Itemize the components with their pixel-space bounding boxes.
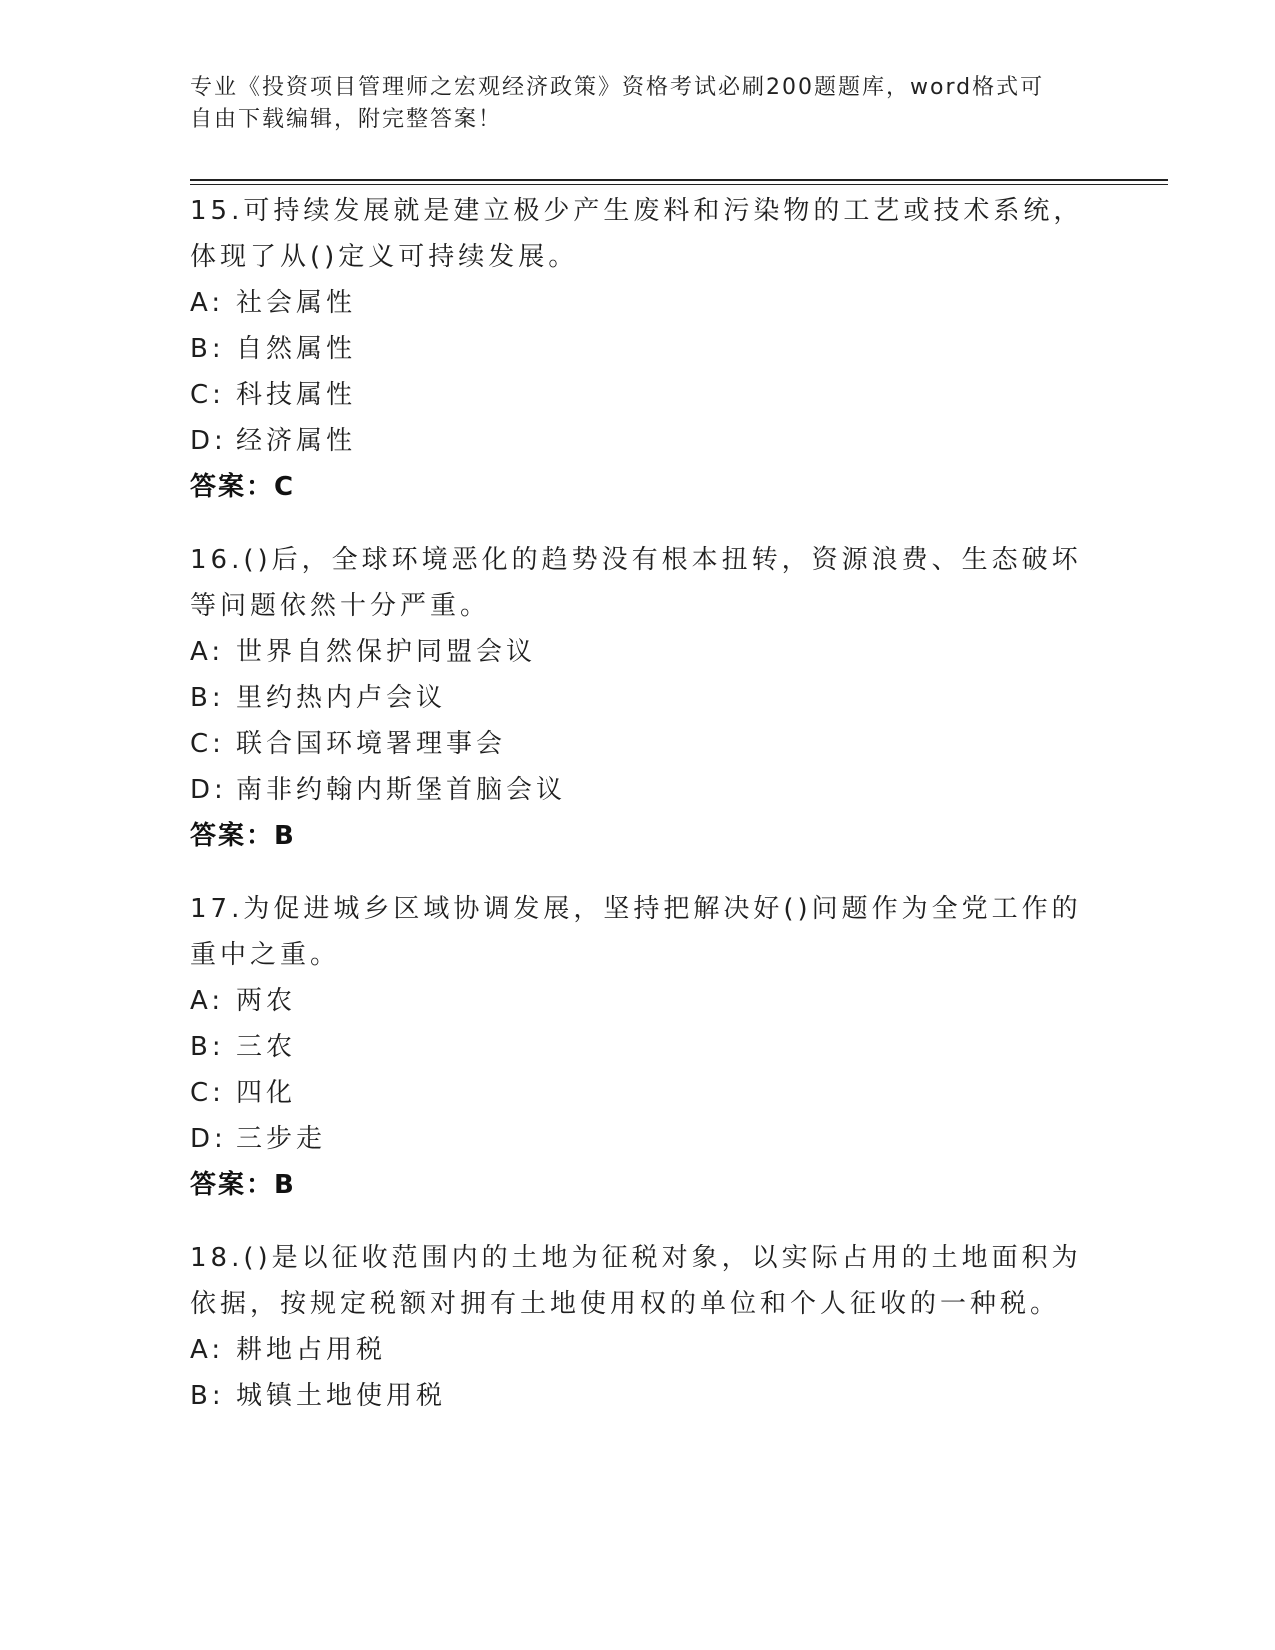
option-letter: D: <box>190 426 227 456</box>
option-label: 世界自然保护同盟会议 <box>236 637 537 667</box>
header-rule-thin <box>190 184 1168 185</box>
option-label: 联合国环境署理事会 <box>236 729 507 759</box>
option-a <box>190 978 1090 1024</box>
option-d <box>190 418 1090 464</box>
option-d <box>190 1116 1090 1162</box>
header-rule-thick <box>190 179 1168 181</box>
option-label: 三农 <box>236 1032 297 1062</box>
option-c <box>190 721 1090 767</box>
option-letter: A: <box>190 1335 225 1365</box>
option-letter: D: <box>190 775 227 805</box>
option-letter: C: <box>190 729 225 759</box>
option-letter: C: <box>190 380 225 410</box>
option-letter: B: <box>190 1381 225 1411</box>
option-letter: A: <box>190 288 225 318</box>
option-a <box>190 629 1090 675</box>
option-label: 南非约翰内斯堡首脑会议 <box>236 775 567 805</box>
question-list <box>190 188 1090 1446</box>
option-label: 城镇土地使用税 <box>236 1381 447 1411</box>
question-text: 18.()是以征收范围内的土地为征税对象，以实际占用的土地面积为依据，按规定税额对拥有土地使用权的单位和个人征收的一种税。 <box>190 1243 1082 1319</box>
question-text: 15.可持续发展就是建立极少产生废料和污染物的工艺或技术系统，体现了从()定义可持续发展。 <box>190 196 1084 272</box>
option-b <box>190 1373 1090 1419</box>
question-text: 17.为促进城乡区域协调发展，坚持把解决好()问题作为全党工作的重中之重。 <box>190 894 1082 970</box>
option-label: 三步走 <box>236 1124 327 1154</box>
option-label: 耕地占用税 <box>236 1335 387 1365</box>
option-letter: B: <box>190 334 225 364</box>
option-letter: B: <box>190 1032 225 1062</box>
header-line-2: 自由下载编辑，附完整答案！ <box>190 107 503 132</box>
option-d <box>190 767 1090 813</box>
option-letter: A: <box>190 986 225 1016</box>
option-letter: D: <box>190 1124 227 1154</box>
answer: 答案：B <box>190 821 296 851</box>
document-header <box>190 72 1090 136</box>
option-letter: A: <box>190 637 225 667</box>
option-a <box>190 1327 1090 1373</box>
option-c <box>190 1070 1090 1116</box>
question-16 <box>190 537 1090 859</box>
option-letter: B: <box>190 683 225 713</box>
header-line-1: 专业《投资项目管理师之宏观经济政策》资格考试必刷200题题库，word格式可 <box>190 75 1045 100</box>
option-label: 社会属性 <box>236 288 357 318</box>
option-label: 两农 <box>236 986 297 1016</box>
answer: 答案：B <box>190 1170 296 1200</box>
question-text: 16.()后，全球环境恶化的趋势没有根本扭转，资源浪费、生态破坏等问题依然十分严重。 <box>190 545 1082 621</box>
option-b <box>190 675 1090 721</box>
option-label: 科技属性 <box>236 380 357 410</box>
option-label: 自然属性 <box>236 334 357 364</box>
option-label: 里约热内卢会议 <box>236 683 447 713</box>
answer: 答案：C <box>190 472 296 502</box>
question-17 <box>190 886 1090 1208</box>
question-15 <box>190 188 1090 510</box>
option-b <box>190 1024 1090 1070</box>
option-label: 四化 <box>236 1078 297 1108</box>
option-b <box>190 326 1090 372</box>
option-letter: C: <box>190 1078 225 1108</box>
question-18 <box>190 1235 1090 1419</box>
option-a <box>190 280 1090 326</box>
option-label: 经济属性 <box>236 426 357 456</box>
option-c <box>190 372 1090 418</box>
